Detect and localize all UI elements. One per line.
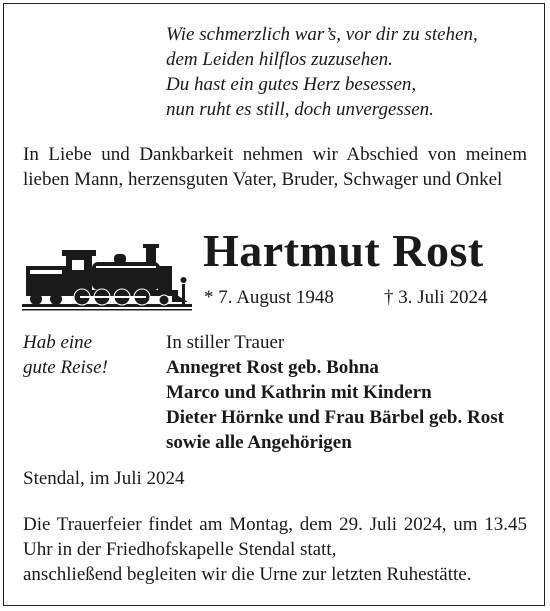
memorial-poem — [166, 22, 478, 122]
poem-line: Wie schmerzlich war’s, vor dir zu stehen, — [166, 24, 478, 45]
poem-line: dem Leiden hilflos zuzusehen. — [166, 49, 393, 70]
place-and-date: Stendal, im Juli 2024 — [23, 468, 185, 489]
steam-locomotive-icon — [22, 236, 192, 314]
deceased-name: Hartmut Rost — [203, 225, 484, 276]
mourner-name: sowie alle Angehörigen — [166, 432, 352, 453]
farewell-intro: In Liebe und Dankbarkeit nehmen wir Abschied von meinem lieben Mann, herzensguten Vater, Bruder, Schwager und Onkel — [23, 144, 527, 190]
poem-line: Du hast ein gutes Herz besessen, — [166, 74, 417, 95]
mourner-name: Dieter Hörnke und Frau Bärbel geb. Rost — [166, 407, 504, 428]
funeral-info — [23, 512, 527, 587]
mourners-heading: In stiller Trauer — [166, 332, 285, 353]
travel-note-line: gute Reise! — [23, 357, 108, 378]
death-date: † 3. Juli 2024 — [384, 287, 488, 308]
mourner-name: Annegret Rost geb. Bohna — [166, 357, 379, 378]
travel-note — [23, 330, 108, 380]
mourner-name: Marco und Kathrin mit Kindern — [166, 382, 432, 403]
funeral-text: Die Trauerfeier findet am Montag, dem 29. Juli 2024, um 13.45 Uhr in der Friedhofskapelle Stendal statt, — [23, 514, 527, 560]
poem-line: nun ruht es still, doch unvergessen. — [166, 99, 434, 120]
mourners-block — [166, 330, 504, 455]
funeral-last-line: anschließend begleiten wir die Urne zur letzten Ruhestätte. — [23, 564, 472, 585]
birth-date: * 7. August 1948 — [204, 287, 334, 308]
travel-note-line: Hab eine — [23, 332, 93, 353]
